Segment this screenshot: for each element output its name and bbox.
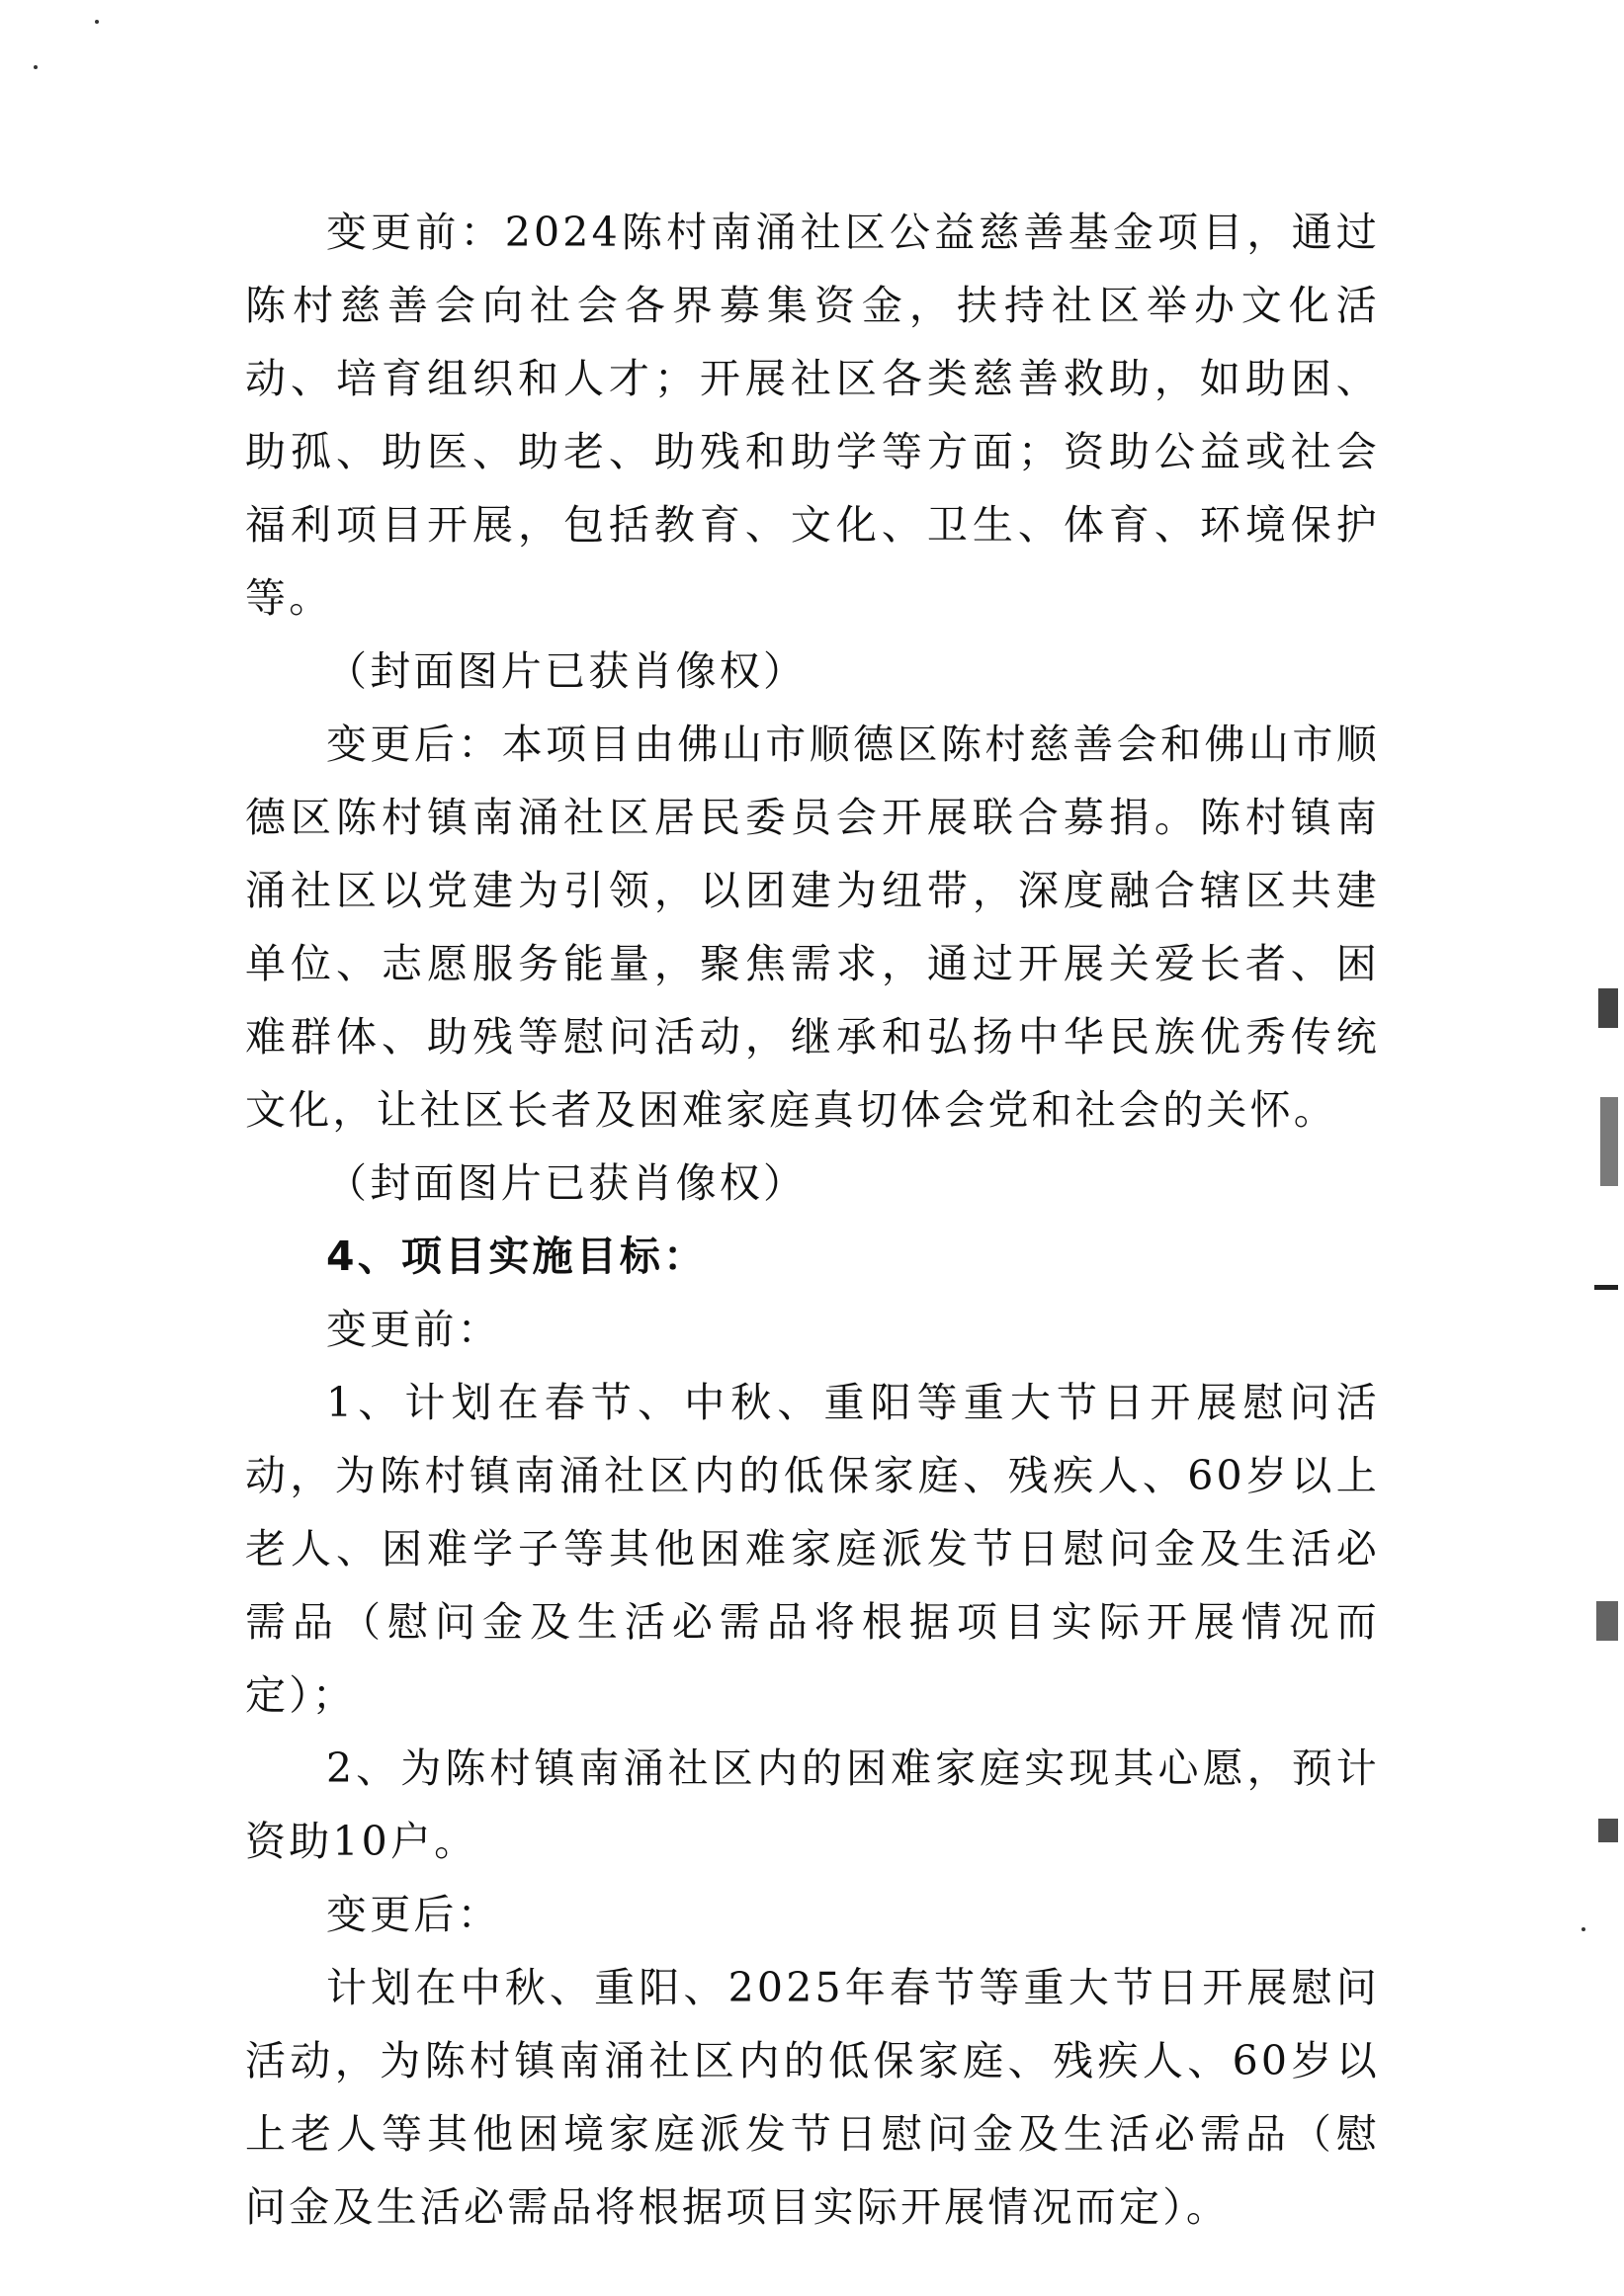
- goal-item-1: 1、计划在春节、中秋、重阳等重大节日开展慰问活动，为陈村镇南涌社区内的低保家庭、残疾人、60岁以上老人、困难学子等其他困难家庭派发节日慰问金及生活必需品（慰问金及生活必需品将根据项目实际开展情况而定）；: [245, 1379, 1380, 1719]
- cover-image-note-2: （封面图片已获肖像权）: [326, 1159, 808, 1207]
- scan-speck: [34, 65, 38, 69]
- scan-artifact-mark: [1598, 988, 1618, 1028]
- scan-speck: [1581, 1927, 1585, 1931]
- label-before-change: 变更前：: [326, 1306, 501, 1353]
- goal-item-2: 2、为陈村镇南涌社区内的困难家庭实现其心愿，预计资助10户。: [245, 1744, 1380, 1865]
- scan-speck: [95, 20, 99, 24]
- paragraph-after-change-description: 变更后：本项目由佛山市顺德区陈村慈善会和佛山市顺德区陈村镇南涌社区居民委员会开展联合募捐。陈村镇南涌社区以党建为引领，以团建为纽带，深度融合辖区共建单位、志愿服务能量，聚焦需求，通过开展关爱长者、困难群体、助残等慰问活动，继承和弘扬中华民族优秀传统文化，让社区长者及困难家庭真切体会党和社会的关怀。: [245, 721, 1380, 1134]
- goal-after-change: 计划在中秋、重阳、2025年春节等重大节日开展慰问活动，为陈村镇南涌社区内的低保家庭、残疾人、60岁以上老人等其他困境家庭派发节日慰问金及生活必需品（慰问金及生活必需品将根据项目实际开展情况而定）。: [245, 1964, 1380, 2231]
- section-heading-goals: 4、项目实施目标：: [326, 1233, 708, 1280]
- scan-artifact-mark: [1598, 1819, 1618, 1842]
- scan-artifact-mark: [1596, 1601, 1618, 1641]
- scan-artifact-mark: [1600, 1097, 1618, 1186]
- document-body: [245, 196, 1380, 2244]
- cover-image-note: （封面图片已获肖像权）: [326, 647, 808, 695]
- scan-artifact-mark: [1594, 1285, 1618, 1290]
- paragraph-before-change-description: 变更前：2024陈村南涌社区公益慈善基金项目，通过陈村慈善会向社会各界募集资金，扶持社区举办文化活动、培育组织和人才；开展社区各类慈善救助，如助困、助孤、助医、助老、助残和助学等方面；资助公益或社会福利项目开展，包括教育、文化、卫生、体育、环境保护等。: [245, 209, 1380, 622]
- label-after-change: 变更后：: [326, 1891, 501, 1938]
